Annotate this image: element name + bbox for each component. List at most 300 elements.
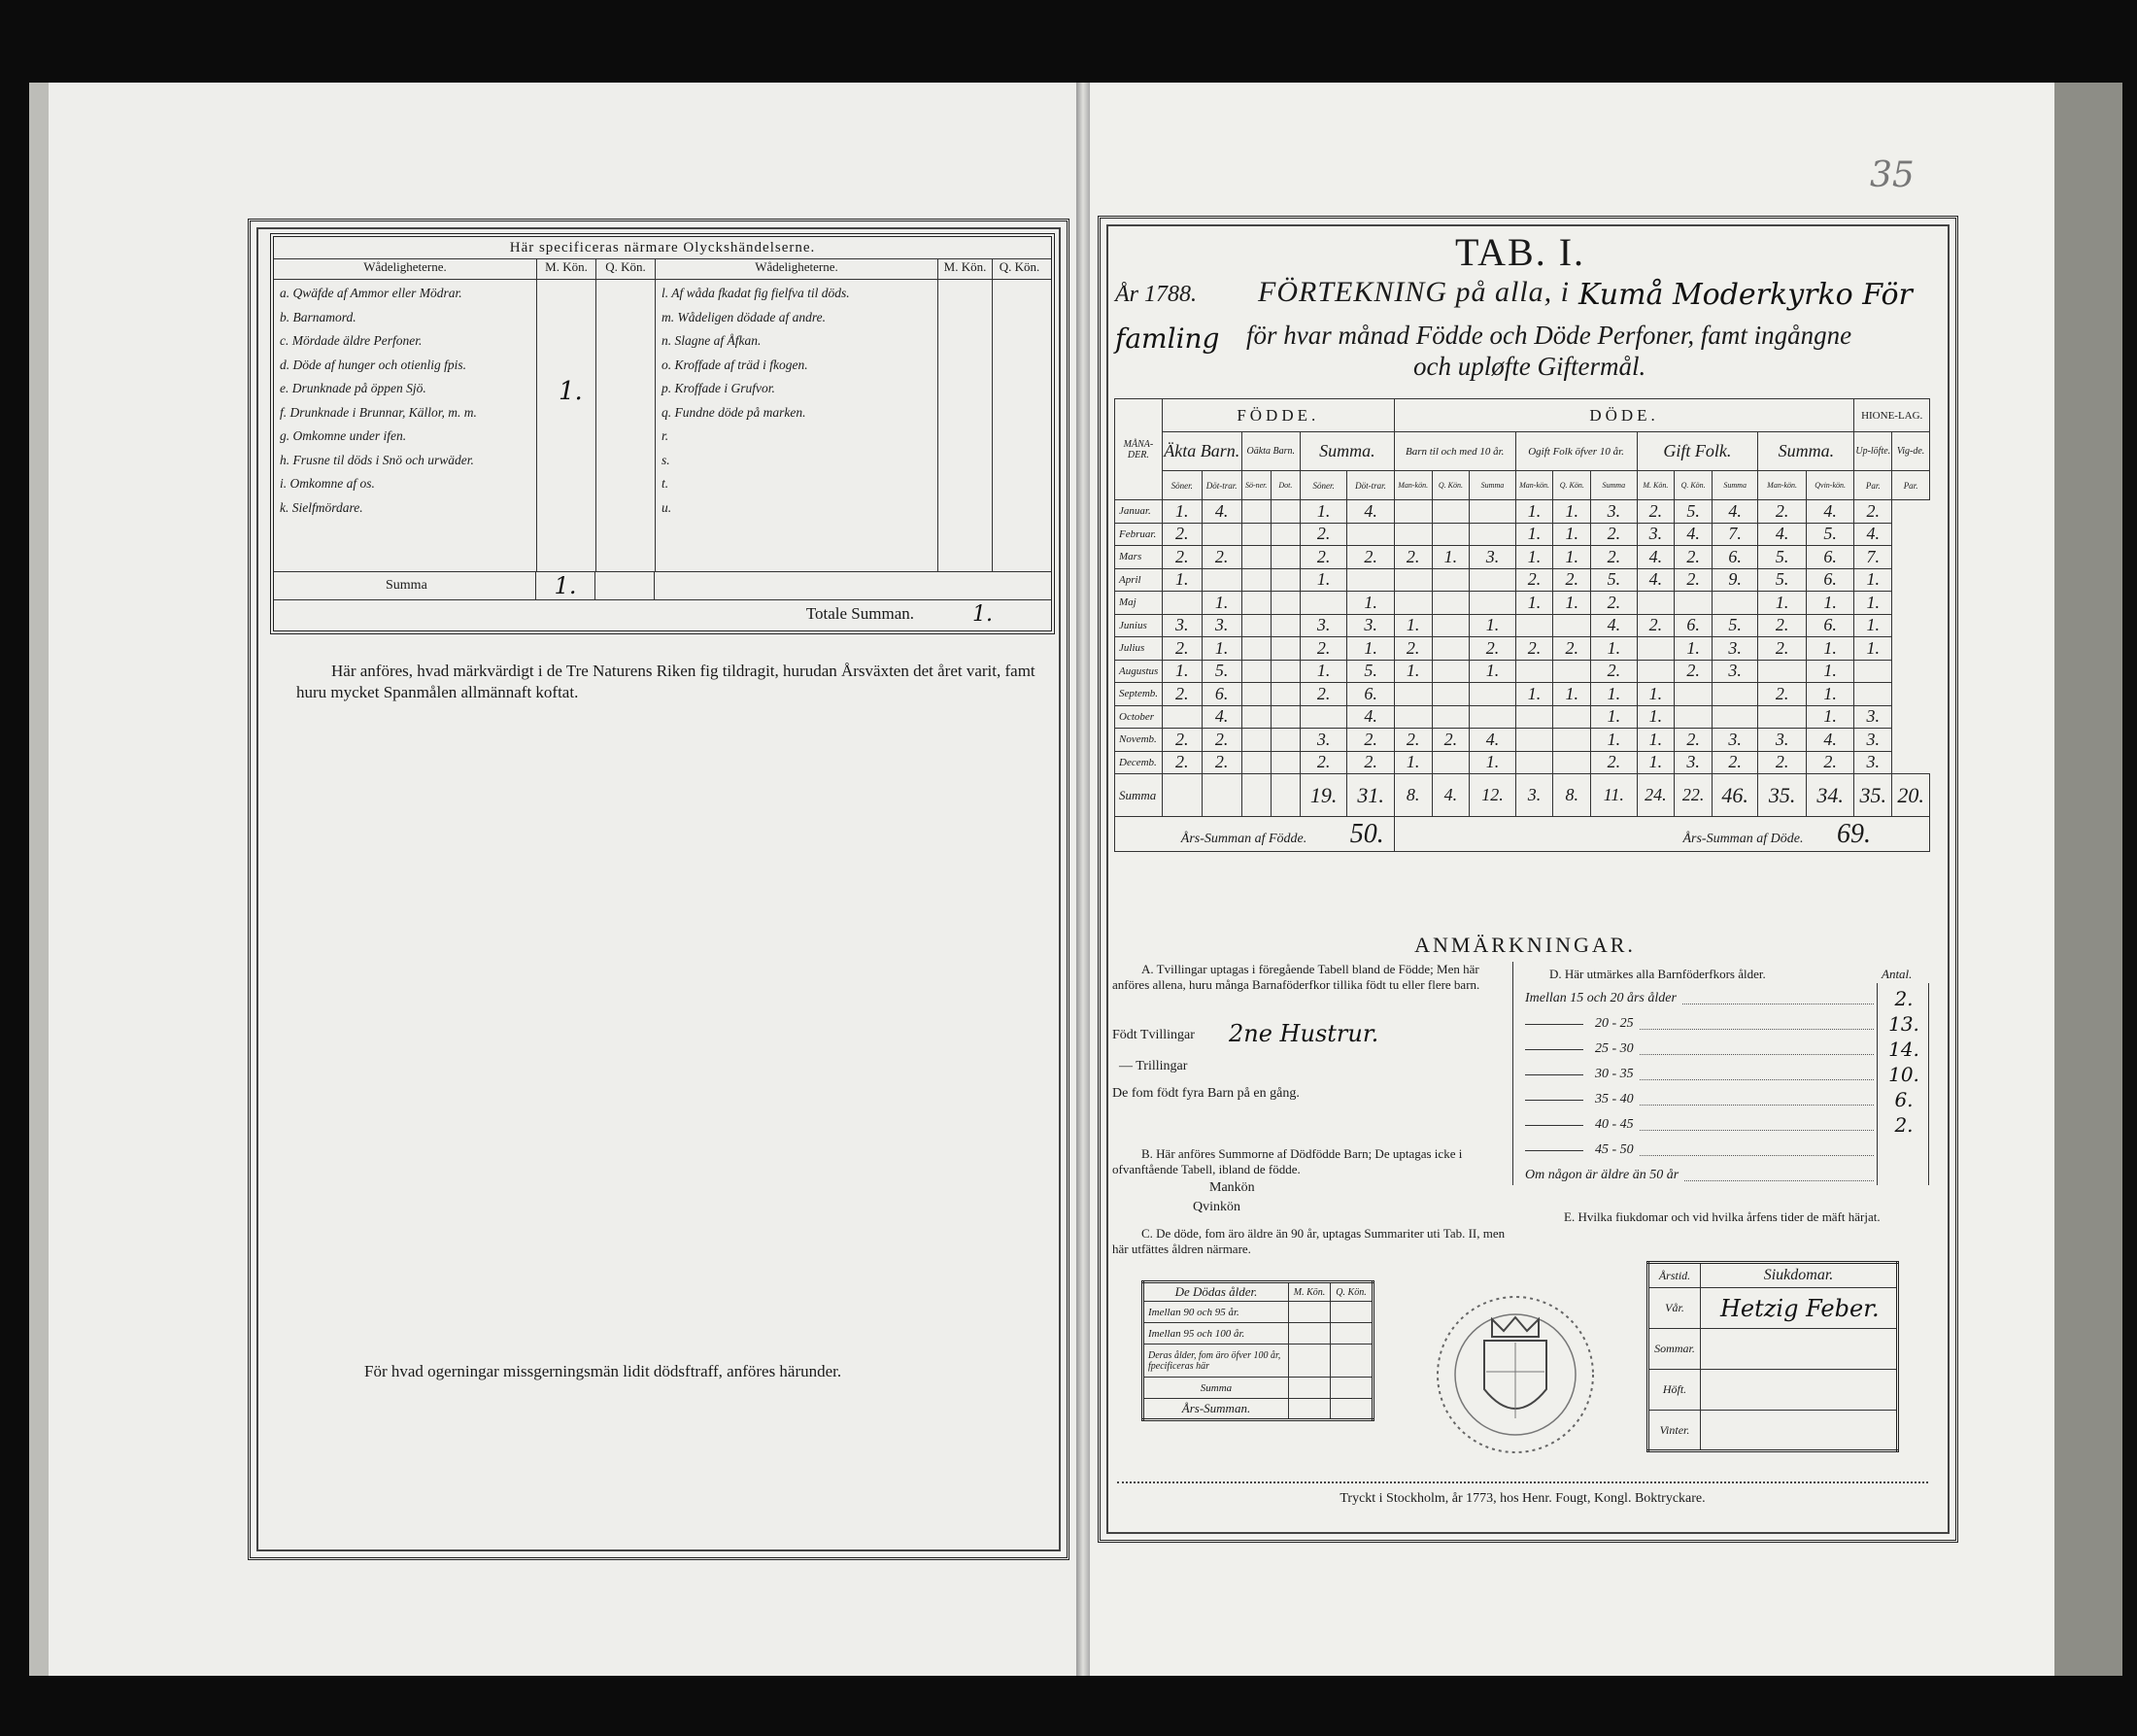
disease-var: Hetzig Feber. [1701,1288,1898,1329]
month-cell [1470,592,1515,615]
accident-n: n. Slagne af Åfkan. [661,333,762,348]
accident-f: f. Drunknade i Brunnar, Källor, m. m. [280,404,477,420]
age-row [1525,1037,1928,1062]
tvillingar-value: 2ne Hustrur. [1229,1020,1379,1047]
month-cell: 2. [1806,751,1854,774]
month-cell: 2. [1515,637,1553,661]
month-cell: 5. [1202,660,1241,683]
age-row [1525,986,1928,1011]
month-cell: 1. [1515,546,1553,569]
month-cell [1271,660,1300,683]
births-deaths-table [1114,398,1930,852]
month-cell: 1. [1675,637,1713,661]
summa-cell: 12. [1470,774,1515,817]
month-cell [1241,637,1271,661]
month-cell [1758,705,1807,729]
month-cell: 1. [1162,568,1202,592]
month-cell: 1. [1806,592,1854,615]
month-label: Septemb. [1115,683,1163,706]
age-label: 45 - 50 [1595,1142,1634,1157]
age-row-3: Deras ålder, fom äro öfver 100 år, fpecificeras här [1143,1345,1289,1378]
month-cell [1515,729,1553,752]
sub-summa-1: Summa [1470,471,1515,500]
summa-cell: 8. [1394,774,1432,817]
month-cell: 2. [1591,546,1637,569]
month-cell: 2. [1637,500,1675,524]
sub-q-1: Q. Kön. [1432,471,1470,500]
ars-dode-label: Års-Summan af Döde. [1682,831,1804,846]
month-cell [1432,751,1470,774]
accident-h: h. Frusne til döds i Snö och urwäder. [280,452,474,467]
month-cell: 5. [1713,614,1758,637]
heading: FÖRTEKNING på alla, i [1258,276,1571,308]
month-cell: 1. [1470,660,1515,683]
month-cell [1553,660,1591,683]
age-label: 25 - 30 [1595,1041,1634,1056]
month-cell: 2. [1675,729,1713,752]
month-cell: 2. [1202,729,1241,752]
hdr-summa-dode: Summa. [1758,432,1854,471]
month-cell: 6. [1806,546,1854,569]
month-row [1115,705,1930,729]
month-cell: 4. [1806,729,1854,752]
month-cell [1713,705,1758,729]
month-cell [1271,500,1300,524]
month-cell: 2. [1394,546,1432,569]
summa-cell: 46. [1713,774,1758,817]
month-cell: 3. [1300,614,1346,637]
summa-cell [1202,774,1241,817]
month-cell: 1. [1637,751,1675,774]
month-cell [1162,705,1202,729]
month-cell [1347,523,1394,546]
sub-par-2: Par. [1892,471,1930,500]
mother-age-list [1525,986,1928,1188]
month-cell: 2. [1162,751,1202,774]
d-divider [1512,962,1513,1185]
age-row [1525,1087,1928,1112]
month-cell [1758,660,1807,683]
summa-cell [1162,774,1202,817]
month-cell [1202,523,1241,546]
month-cell [1394,592,1432,615]
month-cell: 3. [1854,751,1892,774]
month-row [1115,729,1930,752]
month-cell: 2. [1591,751,1637,774]
accident-q: q. Fundne döde på marken. [661,404,806,420]
hdr-barn10: Barn til och med 10 år. [1394,432,1515,471]
month-cell: 2. [1162,637,1202,661]
col-m-right: M. Kön. [938,259,993,279]
trillingar-label: — Trillingar [1119,1059,1188,1073]
summa-cell: 8. [1553,774,1591,817]
month-row [1115,660,1930,683]
month-cell: 2. [1758,683,1807,706]
ars-dode-value: 69. [1837,818,1871,849]
month-cell: 1. [1394,614,1432,637]
month-cell: 1. [1854,637,1892,661]
sub-par-1: Par. [1854,471,1892,500]
month-row [1115,592,1930,615]
month-cell: 1. [1806,637,1854,661]
month-cell [1432,592,1470,615]
age-label: Om någon är äldre än 50 år [1525,1168,1679,1182]
month-cell: 2. [1300,683,1346,706]
e-text: E. Hvilka fiukdomar och vid hvilka årfens tider de mäft härjat. [1564,1209,1881,1224]
month-row [1115,637,1930,661]
month-cell: 4. [1347,705,1394,729]
month-cell [1515,660,1553,683]
month-cell: 4. [1637,546,1675,569]
month-cell: 2. [1162,683,1202,706]
sub-q-2: Q. Kön. [1553,471,1591,500]
month-cell [1432,500,1470,524]
month-cell [1241,729,1271,752]
month-cell: 2. [1162,546,1202,569]
age-label: Imellan 15 och 20 års ålder [1525,991,1677,1005]
age-head: De Dödas ålder. [1143,1282,1289,1302]
month-cell: 1. [1300,568,1346,592]
summa-cell [1271,774,1300,817]
season-vinter: Vinter. [1648,1411,1701,1451]
month-cell [1241,568,1271,592]
year-label: År 1788. [1115,282,1197,307]
sub-soner: Söner. [1162,471,1202,500]
month-label: Junius [1115,614,1163,637]
month-cell [1713,683,1758,706]
page-number: 35 [1870,155,1915,195]
month-cell: 1. [1202,637,1241,661]
fyra-label: De fom födt fyra Barn på en gång. [1112,1086,1300,1101]
month-cell: 2. [1591,592,1637,615]
hdr-oakta: Oäkta Barn. [1241,432,1300,471]
book-spine [1076,83,1090,1676]
summa-cell: 24. [1637,774,1675,817]
month-cell: 3. [1854,729,1892,752]
month-cell: 1. [1854,614,1892,637]
royal-seal-icon [1426,1282,1606,1462]
month-cell: 4. [1591,614,1637,637]
month-cell [1637,637,1675,661]
month-cell: 2. [1515,568,1553,592]
summa-cell [1241,774,1271,817]
month-cell [1553,614,1591,637]
month-cell [1241,751,1271,774]
month-cell: 2. [1854,500,1892,524]
month-cell [1271,546,1300,569]
accident-k: k. Sielfmördare. [280,499,363,515]
month-cell: 3. [1713,729,1758,752]
month-cell [1432,568,1470,592]
tvillingar-label: Födt Tvillingar [1112,1028,1195,1042]
month-cell [1271,705,1300,729]
accident-r: r. [661,428,669,443]
month-cell [1675,592,1713,615]
month-cell: 2. [1675,568,1713,592]
month-label: Novemb. [1115,729,1163,752]
summa-cell: 31. [1347,774,1394,817]
month-cell: 1. [1553,546,1591,569]
accident-e: e. Drunknade på öppen Sjö. [280,381,426,395]
summa-cell: 3. [1515,774,1553,817]
month-cell: 2. [1394,637,1432,661]
month-cell: 4. [1202,705,1241,729]
hdr-ogift: Ogift Folk öfver 10 år. [1515,432,1637,471]
summa-label-right: Summa [1115,774,1163,817]
sub-qvin-4: Qvin-kön. [1806,471,1854,500]
month-cell: 1. [1806,683,1854,706]
month-cell [1394,523,1432,546]
season-sommar: Sommar. [1648,1329,1701,1370]
month-cell: 2. [1202,751,1241,774]
accident-l: l. Af wåda fkadat fig fielfva til döds. [661,286,850,300]
disease-table [1646,1261,1899,1452]
month-cell: 4. [1713,500,1758,524]
month-row [1115,568,1930,592]
accident-i: i. Omkomne af os. [280,476,375,491]
antal-label: Antal. [1882,967,1913,981]
month-cell: 6. [1347,683,1394,706]
month-cell [1394,683,1432,706]
month-cell [1241,705,1271,729]
accident-o: o. Kroffade af träd i fkogen. [661,357,808,372]
nature-text: Här anföres, hvad märkvärdigt i de Tre Naturens Riken fig tildragit, hurudan Årsväxten det året varit, famt huru mycket Spanmålen allmännaft koftat. [296,662,1035,701]
month-cell [1202,568,1241,592]
month-label: Augustus [1115,660,1163,683]
heading-cont: för hvar månad Födde och Döde Perfoner, famt ingångne [1246,321,1852,350]
month-cell: 2. [1202,546,1241,569]
month-cell: 1. [1347,637,1394,661]
month-cell [1432,683,1470,706]
month-cell: 1. [1162,500,1202,524]
sub-dottrar-2: Döt-trar. [1347,471,1394,500]
age-count: 14. [1888,1038,1919,1061]
hdr-dode: DÖDE. [1394,399,1854,432]
month-cell: 7. [1713,523,1758,546]
month-cell: 1. [1162,660,1202,683]
month-cell [1271,614,1300,637]
accident-p: p. Kroffade i Grufvor. [661,381,775,395]
month-cell: 2. [1347,546,1394,569]
month-cell: 2. [1162,729,1202,752]
summa-label-left: Summa [274,572,536,599]
month-row [1115,500,1930,524]
month-cell [1300,592,1346,615]
month-cell: 3. [1675,751,1713,774]
sub-dottrar: Döt-trar. [1202,471,1241,500]
accident-s: s. [661,452,670,467]
month-cell: 1. [1591,705,1637,729]
sub-dot: Dot. [1271,471,1300,500]
month-cell: 2. [1300,546,1346,569]
month-cell [1241,500,1271,524]
month-cell [1515,614,1553,637]
month-cell: 2. [1758,614,1807,637]
b-text: B. Här anföres Summorne af Dödfödde Barn; De uptagas icke i ofvanftående Tabell, ibland de födde. [1112,1146,1463,1176]
month-cell: 4. [1675,523,1713,546]
month-cell: 3. [1162,614,1202,637]
left-accident-list [274,280,537,571]
age-row-2: Imellan 95 och 100 år. [1143,1323,1289,1345]
col-q-right: Q. Kön. [999,259,1040,274]
decorative-rule [1117,1481,1928,1483]
summa-cell: 20. [1892,774,1930,817]
month-cell: 6. [1713,546,1758,569]
month-cell: 1. [1591,637,1637,661]
season-host: Höft. [1648,1370,1701,1411]
month-row [1115,683,1930,706]
month-cell: 1. [1553,592,1591,615]
month-cell: 3. [1202,614,1241,637]
month-cell [1470,500,1515,524]
month-cell: 2. [1758,751,1807,774]
month-cell: 6. [1202,683,1241,706]
month-cell [1675,705,1713,729]
month-cell: 1. [1591,729,1637,752]
month-cell [1515,705,1553,729]
month-cell: 1. [1854,568,1892,592]
age-q: Q. Kön. [1331,1282,1374,1302]
month-cell: 5. [1591,568,1637,592]
hdr-summa-fodde: Summa. [1300,432,1394,471]
month-cell [1515,751,1553,774]
d-text: D. Här utmärkes alla Barnföderfkors ålder. [1549,967,1766,981]
sub-man-2: Man-kön. [1515,471,1553,500]
month-label: Mars [1115,546,1163,569]
anm-title: ANMÄRKNINGAR. [1414,933,1636,957]
accident-m: m. Wådeligen dödade af andre. [661,309,826,324]
month-cell: 2. [1553,568,1591,592]
month-cell [1553,729,1591,752]
age-label: 40 - 45 [1595,1117,1634,1132]
month-cell: 5. [1758,546,1807,569]
month-cell: 4. [1470,729,1515,752]
month-cell: 2. [1758,637,1807,661]
month-row [1115,523,1930,546]
sub-summa-2: Summa [1591,471,1637,500]
right-accident-list [656,280,938,571]
month-label: April [1115,568,1163,592]
month-cell: 5. [1347,660,1394,683]
month-cell: 1. [1553,523,1591,546]
ars-fodde-value: 50. [1349,818,1384,849]
month-cell [1300,705,1346,729]
month-cell: 2. [1162,523,1202,546]
month-label: Januar. [1115,500,1163,524]
accident-a: a. Qwäfde af Ammor eller Mödrar. [280,286,462,300]
month-cell [1637,660,1675,683]
month-cell: 4. [1854,523,1892,546]
month-cell [1271,568,1300,592]
hdr-fodde: FÖDDE. [1162,399,1394,432]
month-cell [1241,660,1271,683]
summa-cell: 19. [1300,774,1346,817]
month-cell [1162,592,1202,615]
month-label: Decemb. [1115,751,1163,774]
month-cell: 4. [1202,500,1241,524]
summa-cell: 35. [1854,774,1892,817]
month-cell [1432,614,1470,637]
month-cell [1271,751,1300,774]
age-count: 10. [1888,1063,1919,1086]
month-cell [1347,568,1394,592]
age-count: 13. [1888,1012,1919,1036]
c-text: C. De döde, fom äro äldre än 90 år, uptagas Summariter uti Tab. II, men här utfättes åldren närmare. [1112,1226,1506,1256]
month-cell [1241,614,1271,637]
month-cell: 1. [1854,592,1892,615]
summa-cell: 11. [1591,774,1637,817]
month-cell: 2. [1637,614,1675,637]
month-cell: 5. [1806,523,1854,546]
month-cell [1470,683,1515,706]
summa-cell: 22. [1675,774,1713,817]
accidents-box [270,233,1055,634]
month-cell: 2. [1470,637,1515,661]
month-rows [1115,500,1930,774]
month-cell: 1. [1515,500,1553,524]
month-cell: 1. [1806,660,1854,683]
month-cell [1394,705,1432,729]
month-cell: 2. [1300,637,1346,661]
mankon-label: Mankön [1209,1180,1255,1195]
hdr-manader: MÅNA-DER. [1115,399,1163,500]
age-label: 20 - 25 [1595,1016,1634,1031]
ars-fodde-label: Års-Summan af Födde. [1180,831,1307,846]
month-cell: 4. [1347,500,1394,524]
month-label: Februar. [1115,523,1163,546]
accident-b: b. Barnamord. [280,309,356,324]
month-cell [1432,637,1470,661]
month-cell [1470,705,1515,729]
month-cell [1553,705,1591,729]
month-cell: 1. [1806,705,1854,729]
month-cell: 1. [1515,683,1553,706]
summa-cell: 4. [1432,774,1470,817]
age-m: M. Kön. [1289,1282,1331,1302]
month-cell [1432,523,1470,546]
month-cell [1271,729,1300,752]
hdr-akta: Äkta Barn. [1162,432,1241,471]
month-cell: 1. [1637,729,1675,752]
sub-m-3: M. Kön. [1637,471,1675,500]
month-cell [1432,660,1470,683]
total-label: Totale Summan. [805,604,914,623]
sub-man-1: Man-kön. [1394,471,1432,500]
age-row-1: Imellan 90 och 95 år. [1143,1302,1289,1323]
hdr-upl: Up-löfte. [1854,432,1892,471]
month-row [1115,751,1930,774]
month-cell: 1. [1758,592,1807,615]
month-cell: 1. [1300,500,1346,524]
month-cell: 2. [1713,751,1758,774]
accident-g: g. Omkomne under ifen. [280,428,407,443]
month-cell: 2. [1347,751,1394,774]
month-cell [1854,660,1892,683]
age-row [1525,1062,1928,1087]
month-cell: 3. [1713,637,1758,661]
sub-soner-2: Söner. [1300,471,1346,500]
month-cell [1553,751,1591,774]
accident-c: c. Mördade äldre Perfoner. [280,333,423,348]
heading-end: och upløfte Giftermål. [1413,352,1646,381]
age-row [1525,1112,1928,1138]
month-cell: 2. [1758,500,1807,524]
month-cell: 1. [1637,705,1675,729]
month-cell [1470,568,1515,592]
total-value: 1. [972,601,993,627]
month-cell: 1. [1470,614,1515,637]
month-cell: 1. [1394,751,1432,774]
